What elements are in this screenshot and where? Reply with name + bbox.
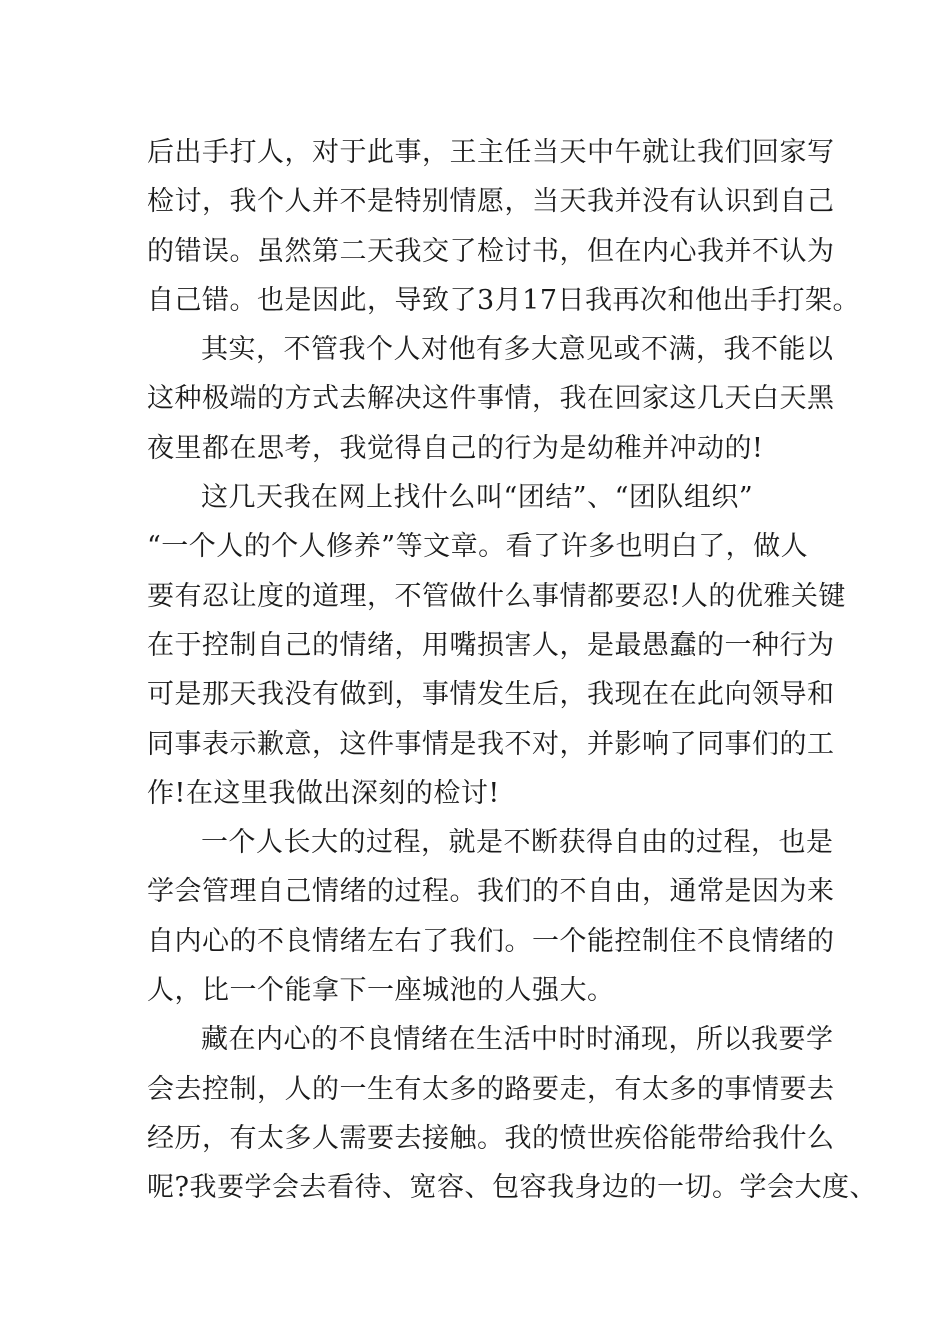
text-line: 自己错。也是因此，导致了3月17日我再次和他出手打架。 — [147, 284, 861, 316]
text-line: “一个人的个人修养”等文章。看了许多也明白了，做人 — [147, 531, 809, 563]
body-text — [147, 128, 877, 1213]
text-line: 的错误。虽然第二天我交了检讨书，但在内心我并不认为 — [147, 235, 835, 267]
text-line: 这种极端的方式去解决这件事情，我在回家这几天白天黑 — [147, 383, 835, 415]
paragraph-first-line: 一个人长大的过程，就是不断获得自由的过程，也是 — [201, 827, 834, 859]
text-line: 会去控制，人的一生有太多的路要走，有太多的事情要去 — [147, 1073, 835, 1105]
text-line: 自内心的不良情绪左右了我们。一个能控制住不良情绪的 — [147, 925, 835, 957]
text-line: 经历，有太多人需要去接触。我的愤世疾俗能带给我什么 — [147, 1122, 835, 1154]
text-line: 呢?我要学会去看待、宽容、包容我身边的一切。学会大度、 — [147, 1172, 877, 1204]
text-line: 可是那天我没有做到，事情发生后，我现在在此向领导和 — [147, 679, 835, 711]
text-line: 夜里都在思考，我觉得自己的行为是幼稚并冲动的! — [147, 432, 764, 464]
paragraph-first-line: 藏在内心的不良情绪在生活中时时涌现，所以我要学 — [201, 1024, 834, 1056]
paragraph-first-line: 这几天我在网上找什么叫“团结”、“团队组织” — [201, 482, 754, 514]
text-line: 作!在这里我做出深刻的检讨! — [147, 777, 500, 809]
text-line: 学会管理自己情绪的过程。我们的不自由，通常是因为来 — [147, 876, 835, 908]
text-line: 人，比一个能拿下一座城池的人强大。 — [147, 975, 615, 1007]
text-line: 同事表示歉意，这件事情是我不对，并影响了同事们的工 — [147, 728, 835, 760]
text-line: 后出手打人，对于此事，王主任当天中午就让我们回家写 — [147, 137, 835, 168]
text-line: 要有忍让度的道理，不管做什么事情都要忍!人的优雅关键 — [147, 580, 846, 612]
paragraph-first-line: 其实，不管我个人对他有多大意见或不满，我不能以 — [201, 334, 834, 366]
text-line: 检讨，我个人并不是特别情愿，当天我并没有认识到自己 — [147, 186, 835, 218]
text-line: 在于控制自己的情绪，用嘴损害人，是最愚蠢的一种行为 — [147, 629, 835, 661]
